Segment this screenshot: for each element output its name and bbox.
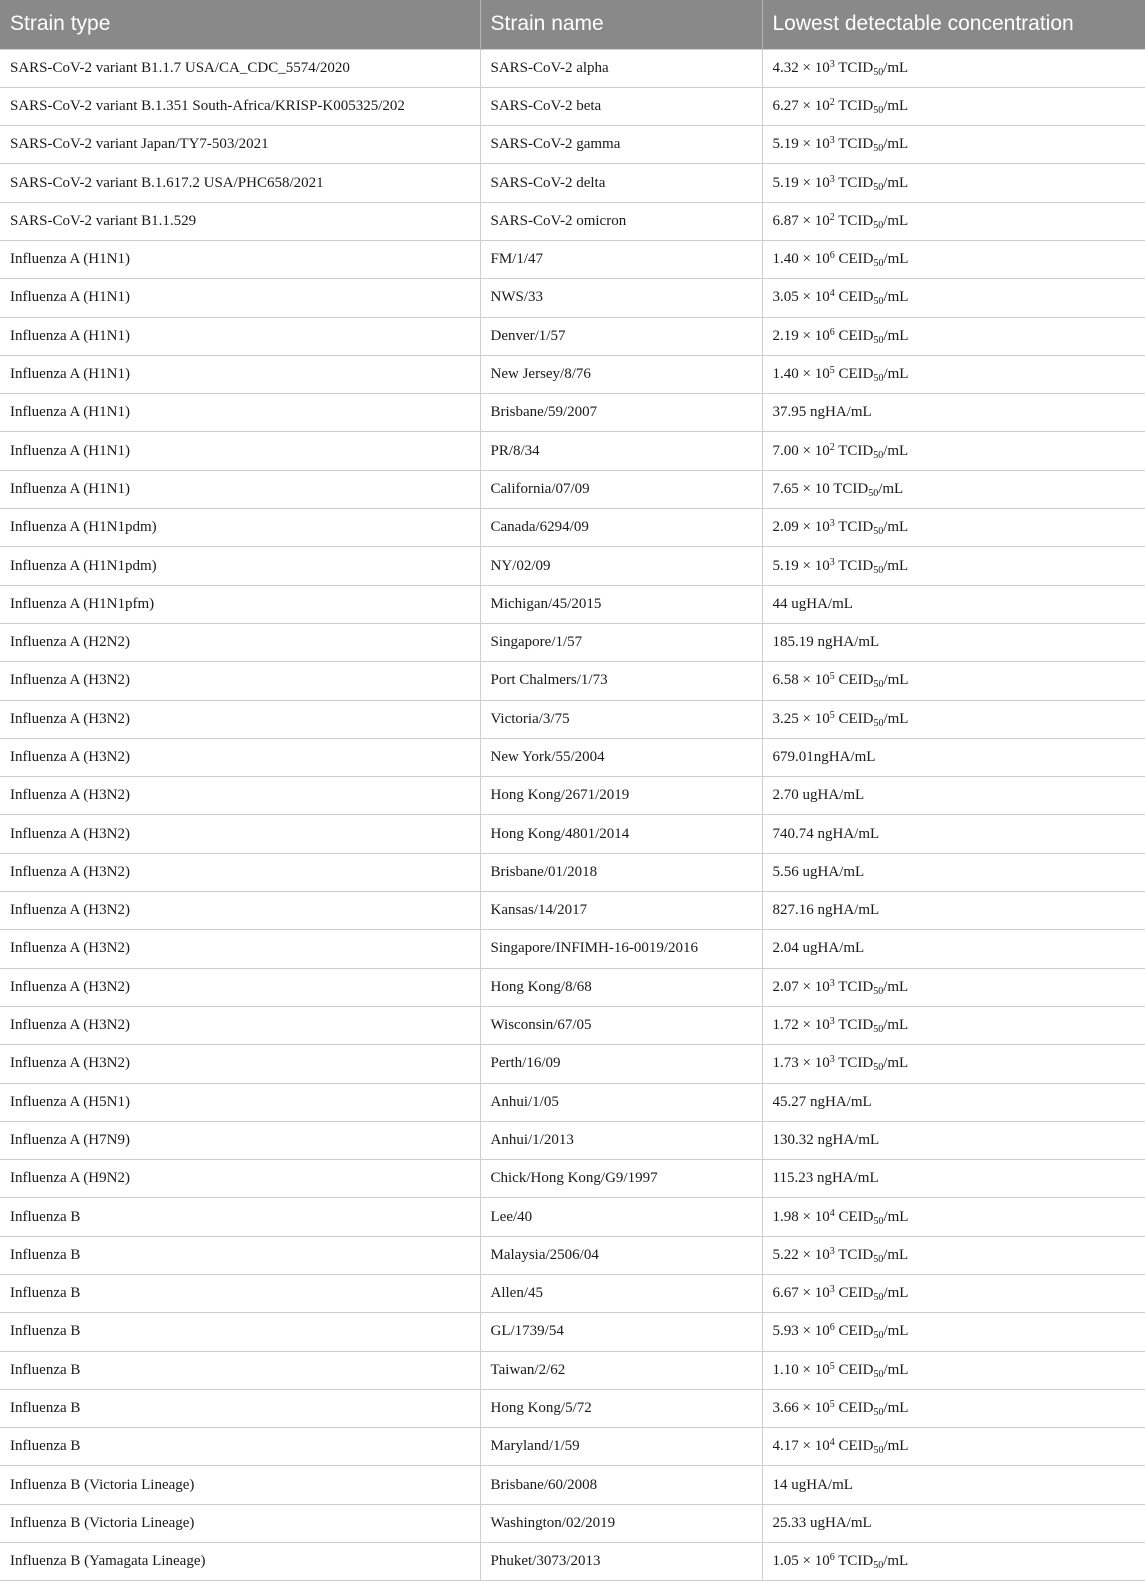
table-row xyxy=(0,432,1145,470)
concentration-unit-subscript: 50 xyxy=(873,526,884,538)
cell-strain-type: Influenza B xyxy=(0,1198,480,1236)
cell-strain-type: Influenza A (H3N2) xyxy=(0,738,480,776)
concentration-suffix: /mL xyxy=(883,1553,909,1570)
concentration-unit-subscript: 50 xyxy=(873,1292,884,1304)
concentration-exponent: 2 xyxy=(829,211,835,223)
concentration-unit-subscript: 50 xyxy=(873,258,884,270)
cell-strain-type: Influenza B (Victoria Lineage) xyxy=(0,1466,480,1504)
table-row xyxy=(0,1083,1145,1121)
cell-concentration: $5.93 \times 10^6$ $CEID_{50}/mL$ xyxy=(762,1313,1145,1351)
concentration-exponent: 3 xyxy=(829,1016,835,1028)
concentration-unit: TCID xyxy=(838,519,874,536)
cell-strain-name: NY/02/09 xyxy=(480,547,762,585)
concentration-unit-subscript: 50 xyxy=(873,334,884,346)
cell-strain-name: Brisbane/01/2018 xyxy=(480,853,762,891)
table-row xyxy=(0,317,1145,355)
concentration-unit-subscript: 50 xyxy=(873,449,884,461)
concentration-exponent: 4 xyxy=(829,1437,835,1449)
cell-strain-name: SARS-CoV-2 delta xyxy=(480,164,762,202)
cell-strain-type: Influenza A (H3N2) xyxy=(0,930,480,968)
table-row xyxy=(0,930,1145,968)
concentration-mantissa: 1.10 xyxy=(772,1361,799,1378)
cell-strain-name: SARS-CoV-2 omicron xyxy=(480,202,762,240)
concentration-exponent: 2 xyxy=(829,96,835,108)
table-row xyxy=(0,1045,1145,1083)
concentration-suffix: /mL xyxy=(883,710,909,727)
cell-concentration: $3.05 \times 10^4$ $CEID_{50}/mL$ xyxy=(762,279,1145,317)
concentration-unit-subscript: 50 xyxy=(873,985,884,997)
concentration-exponent: 3 xyxy=(829,1284,835,1296)
cell-concentration: $3.25 \times 10^5$ $CEID_{50}/mL$ xyxy=(762,700,1145,738)
cell-concentration: $1.40 \times 10^6$ $CEID_{50}/mL$ xyxy=(762,240,1145,278)
concentration-unit-subscript: 50 xyxy=(873,296,884,308)
cell-strain-name: SARS-CoV-2 gamma xyxy=(480,126,762,164)
cell-concentration: 130.32 ngHA/mL xyxy=(762,1121,1145,1159)
concentration-unit-subscript: 50 xyxy=(873,1407,884,1419)
concentration-mantissa: 6.58 xyxy=(772,672,799,689)
cell-concentration: 827.16 ngHA/mL xyxy=(762,892,1145,930)
table-row xyxy=(0,1543,1145,1581)
concentration-unit-subscript: 50 xyxy=(873,1560,884,1572)
concentration-suffix: /mL xyxy=(883,519,909,536)
cell-concentration: $7.00 \times 10^2$ $TCID_{50}/mL$ xyxy=(762,432,1145,470)
concentration-suffix: /mL xyxy=(883,136,909,153)
table-row xyxy=(0,662,1145,700)
header-lowest-detectable-concentration: Lowest detectable concentration xyxy=(762,0,1145,49)
table-row xyxy=(0,87,1145,125)
concentration-suffix: /mL xyxy=(883,442,909,459)
table-row xyxy=(0,202,1145,240)
cell-strain-name: Victoria/3/75 xyxy=(480,700,762,738)
cell-strain-type: Influenza B xyxy=(0,1313,480,1351)
cell-strain-type: Influenza A (H3N2) xyxy=(0,853,480,891)
concentration-mantissa: 5.19 xyxy=(772,174,799,191)
cell-strain-name: Taiwan/2/62 xyxy=(480,1351,762,1389)
cell-strain-name: Chick/Hong Kong/G9/1997 xyxy=(480,1160,762,1198)
cell-strain-type: SARS-CoV-2 variant B1.1.529 xyxy=(0,202,480,240)
concentration-suffix: /mL xyxy=(883,1285,909,1302)
cell-concentration: $6.27 \times 10^2$ $TCID_{50}/mL$ xyxy=(762,87,1145,125)
concentration-unit-subscript: 50 xyxy=(873,1330,884,1342)
table-row xyxy=(0,126,1145,164)
cell-strain-name: New York/55/2004 xyxy=(480,738,762,776)
table-row xyxy=(0,1504,1145,1542)
concentration-unit: CEID xyxy=(838,1208,874,1225)
cell-strain-name: Singapore/1/57 xyxy=(480,623,762,661)
concentration-suffix: /mL xyxy=(883,1246,909,1263)
cell-strain-type: Influenza A (H1N1) xyxy=(0,240,480,278)
cell-concentration: $5.19 \times 10^3$ $TCID_{50}/mL$ xyxy=(762,126,1145,164)
cell-concentration: 2.04 ugHA/mL xyxy=(762,930,1145,968)
concentration-suffix: /mL xyxy=(883,251,909,268)
concentration-exponent: 5 xyxy=(829,365,835,377)
table-row xyxy=(0,1121,1145,1159)
concentration-suffix: /mL xyxy=(883,212,909,229)
cell-strain-name: FM/1/47 xyxy=(480,240,762,278)
cell-concentration: 740.74 ngHA/mL xyxy=(762,815,1145,853)
cell-strain-name: Denver/1/57 xyxy=(480,317,762,355)
concentration-exponent: 5 xyxy=(829,1399,835,1411)
concentration-mantissa: 7.00 xyxy=(772,442,799,459)
concentration-mantissa: 3.05 xyxy=(772,289,799,306)
cell-concentration: $4.32 \times 10^3$ $TCID_{50}/mL$ xyxy=(762,49,1145,87)
cell-concentration: 5.56 ugHA/mL xyxy=(762,853,1145,891)
concentration-mantissa: 2.09 xyxy=(772,519,799,536)
cell-strain-name: GL/1739/54 xyxy=(480,1313,762,1351)
cell-concentration: $6.67 \times 10^3$ $CEID_{50}/mL$ xyxy=(762,1275,1145,1313)
table-row xyxy=(0,700,1145,738)
concentration-exponent: 6 xyxy=(829,250,835,262)
concentration-suffix: /mL xyxy=(883,1323,909,1340)
concentration-unit: TCID xyxy=(833,480,869,497)
table-row xyxy=(0,1236,1145,1274)
cell-strain-type: Influenza B (Victoria Lineage) xyxy=(0,1504,480,1542)
cell-concentration: $1.40 \times 10^5$ $CEID_{50}/mL$ xyxy=(762,355,1145,393)
concentration-suffix: /mL xyxy=(883,1055,909,1072)
table-row xyxy=(0,1389,1145,1427)
concentration-suffix: /mL xyxy=(883,1438,909,1455)
cell-strain-type: Influenza A (H3N2) xyxy=(0,968,480,1006)
cell-concentration: 14 ugHA/mL xyxy=(762,1466,1145,1504)
concentration-mantissa: 6.87 xyxy=(772,212,799,229)
concentration-exponent: 3 xyxy=(829,977,835,989)
cell-strain-name: Brisbane/60/2008 xyxy=(480,1466,762,1504)
concentration-unit-subscript: 50 xyxy=(873,1062,884,1074)
cell-concentration: $1.98 \times 10^4$ $CEID_{50}/mL$ xyxy=(762,1198,1145,1236)
cell-concentration: $4.17 \times 10^4$ $CEID_{50}/mL$ xyxy=(762,1428,1145,1466)
concentration-unit-subscript: 50 xyxy=(873,373,884,385)
concentration-suffix: /mL xyxy=(883,1208,909,1225)
table-row xyxy=(0,49,1145,87)
table-row xyxy=(0,164,1145,202)
concentration-mantissa: 1.05 xyxy=(772,1553,799,1570)
cell-strain-type: Influenza A (H3N2) xyxy=(0,1045,480,1083)
concentration-suffix: /mL xyxy=(883,978,909,995)
cell-strain-name: Singapore/INFIMH-16-0019/2016 xyxy=(480,930,762,968)
cell-concentration: 115.23 ngHA/mL xyxy=(762,1160,1145,1198)
cell-concentration: $2.07 \times 10^3$ $TCID_{50}/mL$ xyxy=(762,968,1145,1006)
concentration-exponent: 5 xyxy=(829,671,835,683)
concentration-unit: CEID xyxy=(838,710,874,727)
cell-strain-type: SARS-CoV-2 variant Japan/TY7-503/2021 xyxy=(0,126,480,164)
cell-concentration: $5.22 \times 10^3$ $TCID_{50}/mL$ xyxy=(762,1236,1145,1274)
concentration-suffix: /mL xyxy=(883,1361,909,1378)
concentration-unit-subscript: 50 xyxy=(873,679,884,691)
concentration-exponent: 3 xyxy=(829,135,835,147)
cell-strain-name: Malaysia/2506/04 xyxy=(480,1236,762,1274)
concentration-mantissa: 1.40 xyxy=(772,366,799,383)
cell-strain-type: Influenza A (H1N1) xyxy=(0,394,480,432)
concentration-unit-subscript: 50 xyxy=(873,717,884,729)
cell-concentration: $1.10 \times 10^5$ $CEID_{50}/mL$ xyxy=(762,1351,1145,1389)
cell-strain-type: Influenza A (H2N2) xyxy=(0,623,480,661)
concentration-mantissa: 5.19 xyxy=(772,557,799,574)
cell-concentration: $1.72 \times 10^3$ $TCID_{50}/mL$ xyxy=(762,1006,1145,1044)
table-row xyxy=(0,815,1145,853)
cell-strain-name: Canada/6294/09 xyxy=(480,509,762,547)
cell-strain-name: Wisconsin/67/05 xyxy=(480,1006,762,1044)
cell-strain-type: Influenza B xyxy=(0,1428,480,1466)
cell-concentration: $5.19 \times 10^3$ $TCID_{50}/mL$ xyxy=(762,547,1145,585)
concentration-unit: CEID xyxy=(838,1438,874,1455)
cell-strain-name: Michigan/45/2015 xyxy=(480,585,762,623)
cell-strain-name: California/07/09 xyxy=(480,470,762,508)
concentration-unit: CEID xyxy=(838,1323,874,1340)
cell-concentration: $2.19 \times 10^6$ $CEID_{50}/mL$ xyxy=(762,317,1145,355)
concentration-unit-subscript: 50 xyxy=(873,104,884,116)
cell-strain-type: Influenza A (H3N2) xyxy=(0,892,480,930)
concentration-mantissa: 3.25 xyxy=(772,710,799,727)
cell-strain-name: Allen/45 xyxy=(480,1275,762,1313)
cell-concentration: $2.09 \times 10^3$ $TCID_{50}/mL$ xyxy=(762,509,1145,547)
cell-strain-name: Hong Kong/5/72 xyxy=(480,1389,762,1427)
cell-strain-type: Influenza B xyxy=(0,1275,480,1313)
concentration-unit: TCID xyxy=(838,1017,874,1034)
concentration-suffix: /mL xyxy=(878,480,904,497)
cell-strain-name: Perth/16/09 xyxy=(480,1045,762,1083)
concentration-unit-subscript: 50 xyxy=(873,1024,884,1036)
cell-concentration: $3.66 \times 10^5$ $CEID_{50}/mL$ xyxy=(762,1389,1145,1427)
cell-strain-type: Influenza A (H1N1) xyxy=(0,279,480,317)
cell-strain-type: SARS-CoV-2 variant B.1.351 South-Africa/KRISP-K005325/202 xyxy=(0,87,480,125)
cell-strain-type: Influenza B xyxy=(0,1236,480,1274)
cell-strain-name: New Jersey/8/76 xyxy=(480,355,762,393)
concentration-unit-subscript: 50 xyxy=(873,564,884,576)
concentration-mantissa: 1.98 xyxy=(772,1208,799,1225)
concentration-unit: CEID xyxy=(838,1285,874,1302)
table-row xyxy=(0,547,1145,585)
concentration-suffix: /mL xyxy=(883,1400,909,1417)
concentration-exponent: 4 xyxy=(829,288,835,300)
cell-concentration: $5.19 \times 10^3$ $TCID_{50}/mL$ xyxy=(762,164,1145,202)
header-strain-type: Strain type xyxy=(10,12,111,36)
concentration-unit: TCID xyxy=(838,557,874,574)
cell-strain-type: Influenza A (H3N2) xyxy=(0,1006,480,1044)
concentration-unit-subscript: 50 xyxy=(873,66,884,78)
concentration-unit: TCID xyxy=(838,212,874,229)
concentration-mantissa: 4.17 xyxy=(772,1438,799,1455)
concentration-unit-subscript: 50 xyxy=(873,1445,884,1457)
table-row xyxy=(0,777,1145,815)
cell-strain-type: Influenza A (H7N9) xyxy=(0,1121,480,1159)
cell-concentration: 44 ugHA/mL xyxy=(762,585,1145,623)
concentration-unit: TCID xyxy=(838,59,874,76)
concentration-unit: TCID xyxy=(838,1553,874,1570)
concentration-unit: TCID xyxy=(838,1055,874,1072)
concentration-mantissa: 3.66 xyxy=(772,1400,799,1417)
concentration-unit: TCID xyxy=(838,174,874,191)
concentration-exponent: 3 xyxy=(829,518,835,530)
cell-strain-name: Phuket/3073/2013 xyxy=(480,1543,762,1581)
table-row xyxy=(0,623,1145,661)
cell-strain-type: Influenza A (H3N2) xyxy=(0,662,480,700)
table-row xyxy=(0,355,1145,393)
concentration-mantissa: 6.67 xyxy=(772,1285,799,1302)
table-row xyxy=(0,1198,1145,1236)
header-strain-name: Strain name xyxy=(480,0,762,49)
table-row xyxy=(0,968,1145,1006)
cell-strain-type: Influenza A (H1N1) xyxy=(0,355,480,393)
concentration-mantissa: 7.65 xyxy=(772,480,799,497)
concentration-unit: TCID xyxy=(838,1246,874,1263)
cell-strain-type: Influenza B (Yamagata Lineage) xyxy=(0,1543,480,1581)
header-row xyxy=(0,0,1145,49)
table-row xyxy=(0,1428,1145,1466)
concentration-unit: CEID xyxy=(838,251,874,268)
table-row xyxy=(0,1006,1145,1044)
cell-strain-name: Lee/40 xyxy=(480,1198,762,1236)
concentration-suffix: /mL xyxy=(883,366,909,383)
cell-strain-name: PR/8/34 xyxy=(480,432,762,470)
concentration-unit-subscript: 50 xyxy=(873,1253,884,1265)
cell-concentration: 679.01ngHA/mL xyxy=(762,738,1145,776)
concentration-mantissa: 2.07 xyxy=(772,978,799,995)
concentration-unit: CEID xyxy=(838,327,874,344)
cell-strain-name: SARS-CoV-2 alpha xyxy=(480,49,762,87)
concentration-exponent: 3 xyxy=(829,58,835,70)
cell-strain-type: Influenza A (H3N2) xyxy=(0,815,480,853)
table-row xyxy=(0,1466,1145,1504)
cell-strain-type: Influenza A (H1N1pdm) xyxy=(0,547,480,585)
concentration-suffix: /mL xyxy=(883,327,909,344)
cell-strain-name: Anhui/1/05 xyxy=(480,1083,762,1121)
table-row xyxy=(0,240,1145,278)
cell-strain-name: NWS/33 xyxy=(480,279,762,317)
concentration-exponent: 6 xyxy=(829,1322,835,1334)
concentration-unit: TCID xyxy=(838,978,874,995)
cell-strain-name: SARS-CoV-2 beta xyxy=(480,87,762,125)
table-row xyxy=(0,279,1145,317)
concentration-unit: TCID xyxy=(838,97,874,114)
concentration-unit: CEID xyxy=(838,1361,874,1378)
cell-strain-type: Influenza A (H1N1pdm) xyxy=(0,509,480,547)
cell-concentration: $6.87 \times 10^2$ $TCID_{50}/mL$ xyxy=(762,202,1145,240)
concentration-exponent: 3 xyxy=(829,1054,835,1066)
table-row xyxy=(0,509,1145,547)
concentration-exponent: 5 xyxy=(829,709,835,721)
cell-strain-type: Influenza B xyxy=(0,1389,480,1427)
concentration-unit: CEID xyxy=(838,289,874,306)
table-row xyxy=(0,1160,1145,1198)
cell-strain-name: Washington/02/2019 xyxy=(480,1504,762,1542)
cell-strain-name: Kansas/14/2017 xyxy=(480,892,762,930)
cell-strain-name: Hong Kong/4801/2014 xyxy=(480,815,762,853)
concentration-mantissa: 2.19 xyxy=(772,327,799,344)
concentration-suffix: /mL xyxy=(883,672,909,689)
concentration-unit-subscript: 50 xyxy=(873,1215,884,1227)
concentration-mantissa: 1.73 xyxy=(772,1055,799,1072)
table-row xyxy=(0,1275,1145,1313)
concentration-exponent: 6 xyxy=(829,326,835,338)
concentration-mantissa: 5.93 xyxy=(772,1323,799,1340)
cell-strain-type: Influenza B xyxy=(0,1351,480,1389)
table-row xyxy=(0,892,1145,930)
cell-strain-type: Influenza A (H5N1) xyxy=(0,1083,480,1121)
concentration-unit-subscript: 50 xyxy=(873,181,884,193)
cell-strain-name: Hong Kong/2671/2019 xyxy=(480,777,762,815)
table-row xyxy=(0,738,1145,776)
cell-strain-type: Influenza A (H9N2) xyxy=(0,1160,480,1198)
concentration-exponent: 4 xyxy=(829,1207,835,1219)
concentration-suffix: /mL xyxy=(883,97,909,114)
concentration-exponent: 2 xyxy=(829,441,835,453)
cell-strain-type: Influenza A (H1N1) xyxy=(0,470,480,508)
concentration-unit: CEID xyxy=(838,1400,874,1417)
table-body xyxy=(0,49,1145,1581)
concentration-mantissa: 6.27 xyxy=(772,97,799,114)
concentration-mantissa: 1.72 xyxy=(772,1017,799,1034)
concentration-unit: TCID xyxy=(838,442,874,459)
concentration-suffix: /mL xyxy=(883,1017,909,1034)
concentration-exponent: 6 xyxy=(829,1552,835,1564)
table-row xyxy=(0,1313,1145,1351)
cell-concentration: $6.58 \times 10^5$ $CEID_{50}/mL$ xyxy=(762,662,1145,700)
cell-concentration: $1.73 \times 10^3$ $TCID_{50}/mL$ xyxy=(762,1045,1145,1083)
cell-strain-name: Anhui/1/2013 xyxy=(480,1121,762,1159)
cell-strain-type: Influenza A (H1N1) xyxy=(0,317,480,355)
concentration-suffix: /mL xyxy=(883,59,909,76)
cell-strain-name: Brisbane/59/2007 xyxy=(480,394,762,432)
cell-concentration: 37.95 ngHA/mL xyxy=(762,394,1145,432)
concentration-mantissa: 5.22 xyxy=(772,1246,799,1263)
concentration-mantissa: 1.40 xyxy=(772,251,799,268)
concentration-exponent: 3 xyxy=(829,173,835,185)
concentration-exponent: 3 xyxy=(829,556,835,568)
cell-strain-name: Hong Kong/8/68 xyxy=(480,968,762,1006)
table-row xyxy=(0,1351,1145,1389)
table-row xyxy=(0,585,1145,623)
table-row xyxy=(0,394,1145,432)
cell-concentration: 185.19 ngHA/mL xyxy=(762,623,1145,661)
table-row xyxy=(0,853,1145,891)
cell-strain-type: Influenza A (H1N1) xyxy=(0,432,480,470)
concentration-unit-subscript: 50 xyxy=(873,219,884,231)
cell-strain-type: SARS-CoV-2 variant B.1.617.2 USA/PHC658/2021 xyxy=(0,164,480,202)
cell-strain-type: SARS-CoV-2 variant B1.1.7 USA/CA_CDC_5574/2020 xyxy=(0,49,480,87)
concentration-exponent: 3 xyxy=(829,1245,835,1257)
concentration-unit-subscript: 50 xyxy=(868,487,879,499)
cell-concentration: 2.70 ugHA/mL xyxy=(762,777,1145,815)
concentration-suffix: /mL xyxy=(883,557,909,574)
cell-strain-name: Maryland/1/59 xyxy=(480,1428,762,1466)
concentration-mantissa: 4.32 xyxy=(772,59,799,76)
concentration-unit: CEID xyxy=(838,366,874,383)
concentration-unit-subscript: 50 xyxy=(873,143,884,155)
cell-strain-type: Influenza A (H3N2) xyxy=(0,777,480,815)
table-header xyxy=(0,0,1145,49)
cell-concentration: $1.05 \times 10^6$ $TCID_{50}/mL$ xyxy=(762,1543,1145,1581)
cell-strain-name: Port Chalmers/1/73 xyxy=(480,662,762,700)
concentration-suffix: /mL xyxy=(883,289,909,306)
concentration-unit: TCID xyxy=(838,136,874,153)
cell-strain-type: Influenza A (H3N2) xyxy=(0,700,480,738)
cell-strain-type: Influenza A (H1N1pfm) xyxy=(0,585,480,623)
concentration-exponent: 5 xyxy=(829,1360,835,1372)
concentration-unit-subscript: 50 xyxy=(873,1368,884,1380)
cell-concentration: 25.33 ugHA/mL xyxy=(762,1504,1145,1542)
concentration-suffix: /mL xyxy=(883,174,909,191)
cell-concentration: 7.65 × 10 $TCID_{50}/mL$ xyxy=(762,470,1145,508)
concentration-unit: CEID xyxy=(838,672,874,689)
concentration-mantissa: 5.19 xyxy=(772,136,799,153)
table-row xyxy=(0,470,1145,508)
cell-concentration: 45.27 ngHA/mL xyxy=(762,1083,1145,1121)
